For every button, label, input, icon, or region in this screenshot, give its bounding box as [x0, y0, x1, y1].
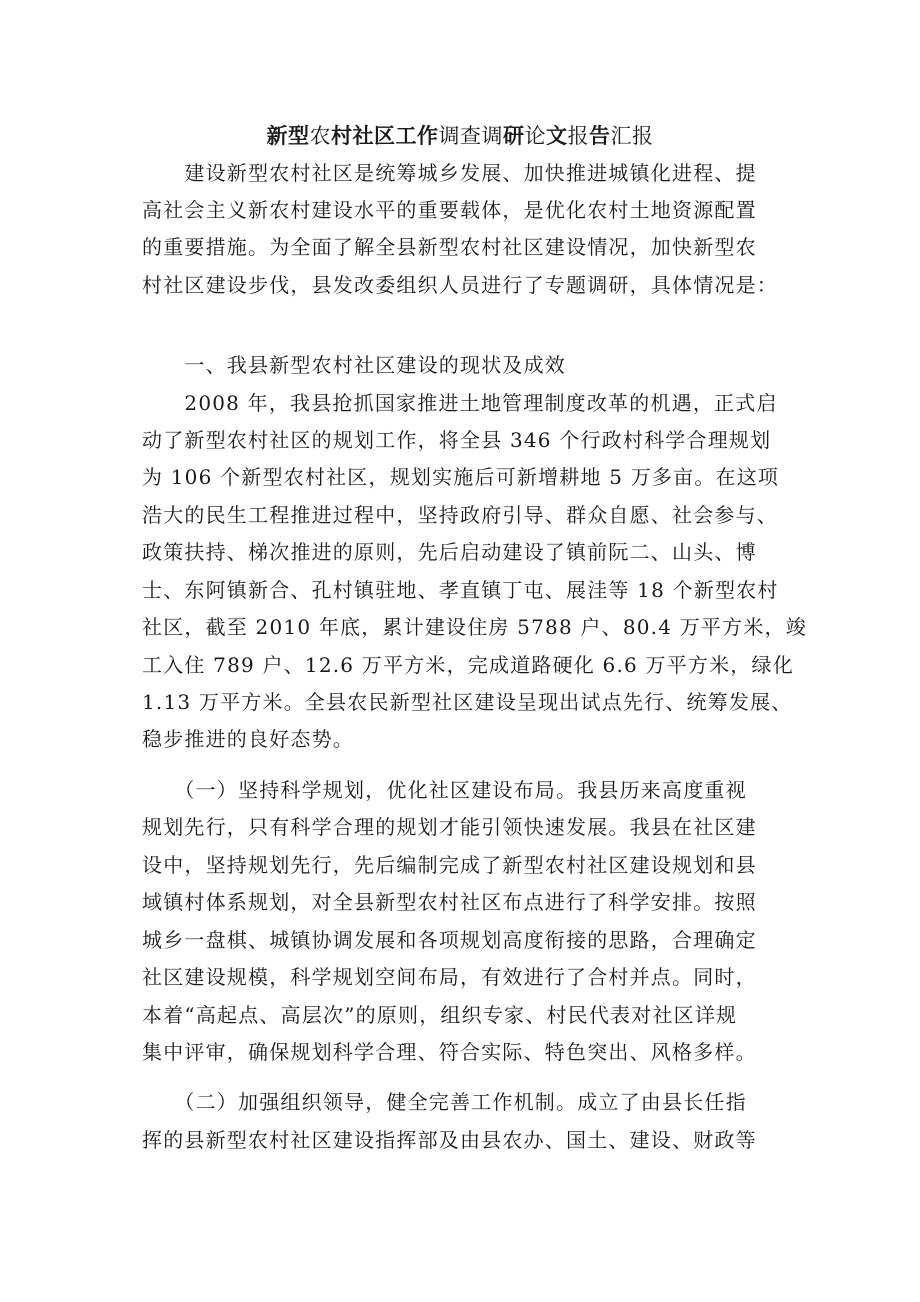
body-line: 域镇村体系规划，对全县新型农村社区布点进行了科学安排。按照 — [142, 890, 757, 914]
body-line: 社区，截至 2010 年底，累计建设住房 5788 户、80.4 万平方米，竣 — [142, 615, 807, 639]
body-line: 高社会主义新农村建设水平的重要载体，是优化农村土地资源配置 — [142, 198, 757, 222]
body-line: 1.13 万平方米。全县农民新型社区建设呈现出试点先行、统筹发展、 — [142, 690, 793, 714]
title-part: 村社区工作 — [331, 123, 439, 148]
body-line: 的重要措施。为全面了解全县新型农村社区建设情况，加快新型农 — [142, 235, 757, 259]
title-part: 文 — [546, 123, 568, 148]
section-heading: 一、我县新型农村社区建设的现状及成效 — [142, 353, 566, 377]
body-line: 村社区建设步伐，县发改委组织人员进行了专题调研，具体情况是： — [142, 273, 778, 297]
body-line: 工入住 789 户、12.6 万平方米，完成道路硬化 6.6 万平方米，绿化 — [142, 653, 794, 677]
body-line: 城乡一盘棋、城镇协调发展和各项规划高度衔接的思路，合理确定 — [142, 928, 757, 952]
title-part: 农 — [309, 124, 331, 148]
body-line: 规划先行，只有科学合理的规划才能引领快速发展。我县在社区建 — [142, 815, 757, 839]
body-line: 稳步推进的良好态势。 — [142, 727, 354, 751]
subsection-line: （一）坚持科学规划，优化社区建设布局。我县历来高度重视 — [142, 778, 747, 802]
title-part: 调查调 — [438, 124, 503, 148]
body-line: 本着“高起点、高层次”的原则，组织专家、村民代表对社区详规 — [142, 1003, 738, 1027]
title-part: 汇报 — [610, 124, 654, 148]
title-part: 论 — [524, 124, 546, 148]
title-part: 研 — [503, 123, 525, 148]
document-title — [140, 120, 780, 152]
body-line: 政策扶持、梯次推进的原则，先后启动建设了镇前阮二、山头、博 — [142, 540, 757, 564]
body-line: 动了新型农村社区的规划工作，将全县 346 个行政村科学合理规划 — [142, 428, 772, 452]
body-line: 建设新型农村社区是统筹城乡发展、加快推进城镇化进程、提 — [142, 161, 757, 185]
body-line: 设中，坚持规划先行，先后编制完成了新型农村社区建设规划和县 — [142, 853, 757, 877]
body-line: 社区建设规模，科学规划空间布局，有效进行了合村并点。同时， — [142, 965, 757, 989]
subsection-line: （二）加强组织领导，健全完善工作机制。成立了由县长任指 — [142, 1090, 747, 1114]
title-part: 报 — [567, 124, 589, 148]
body-line: 士、东阿镇新合、孔村镇驻地、孝直镇丁屯、展洼等 18 个新型农村 — [142, 578, 779, 602]
title-part: 告 — [589, 123, 611, 148]
body-line: 集中评审，确保规划科学合理、符合实际、特色突出、风格多样。 — [142, 1040, 757, 1064]
body-line: 挥的县新型农村社区建设指挥部及由县农办、国土、建设、财政等 — [142, 1128, 757, 1152]
body-line: 2008 年，我县抢抓国家推进土地管理制度改革的机遇，正式启 — [142, 391, 778, 415]
title-part: 新型 — [266, 123, 310, 148]
body-line: 为 106 个新型农村社区，规划实施后可新增耕地 5 万多亩。在这项 — [142, 465, 780, 489]
body-line: 浩大的民生工程推进过程中，坚持政府引导、群众自愿、社会参与、 — [142, 503, 778, 527]
